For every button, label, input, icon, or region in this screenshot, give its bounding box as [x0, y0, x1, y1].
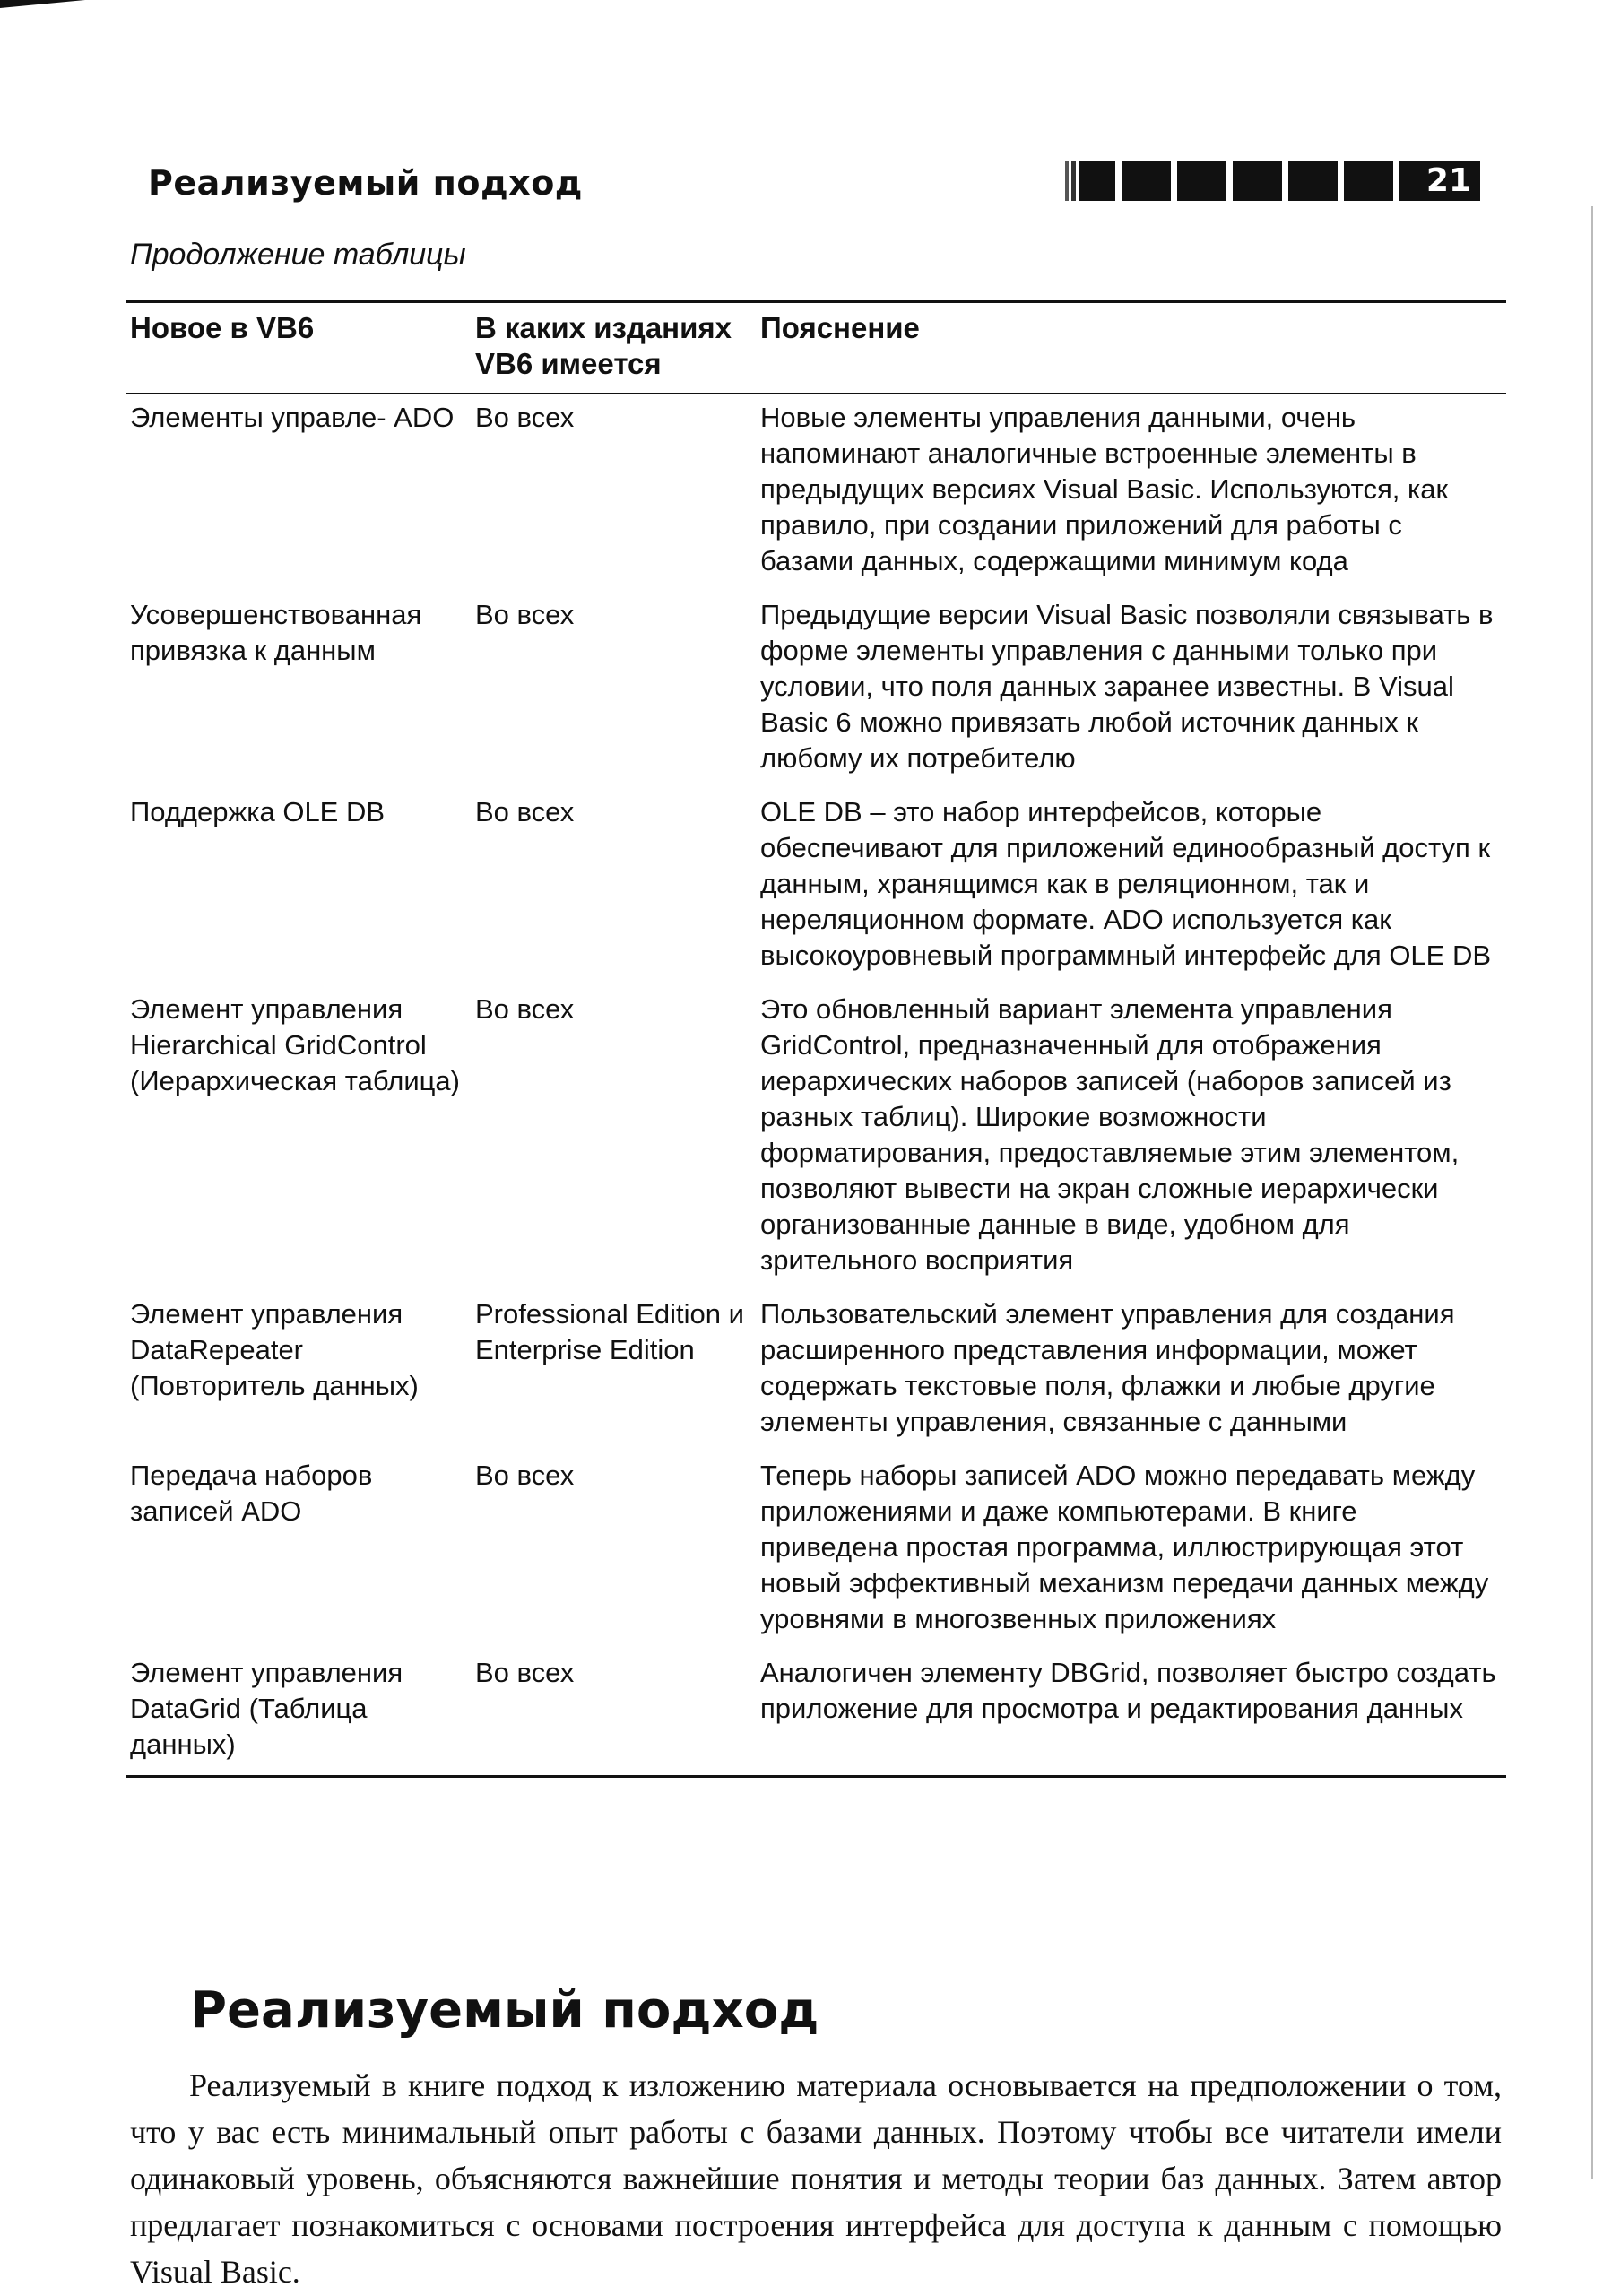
cell-explanation: Аналогичен элементу DBGrid, позволяет быстро создать приложение для просмотра и редактирования данных [760, 1657, 1496, 1724]
body-paragraph: Реализуемый в книге подход к изложению материала основывается на предположении о том, что у вас есть минимальный опыт работы с базами данных. Поэтому чтобы все читатели имели одинаковый уровень, объясняются важнейшие понятия и методы теории баз данных. Затем автор предлагает познакомиться с основами построения интерфейса для доступа к данным с помощью Visual Basic. [130, 2067, 1502, 2290]
cell-feature: Передача наборов записей ADO [130, 1460, 373, 1527]
header-bar [1344, 161, 1393, 201]
features-table [126, 300, 1506, 1778]
table-row [126, 986, 1506, 1291]
table-row [126, 1650, 1506, 1777]
cell-feature: Элемент управления DataRepeater (Повторитель данных) [130, 1298, 419, 1401]
column-header-explanation: Пояснение [760, 311, 920, 344]
header-bar-decoration [1065, 161, 1480, 201]
cell-explanation: OLE DB – это набор интерфейсов, которые обеспечивают для приложений единообразный доступ к данным, хранящимся как в реляционном, так и нереляционном формате. ADO используется как высокоуровневый программный интерфейс для OLE DB [760, 796, 1492, 971]
cell-feature: Усовершенствованная привязка к данным [130, 599, 422, 666]
cell-editions: Во всех [475, 796, 575, 827]
page-edge-line [1591, 206, 1593, 2179]
cell-editions: Во всех [475, 993, 575, 1025]
page-number: 21 [1399, 161, 1480, 201]
running-title: Реализуемый подход [148, 163, 583, 203]
cell-feature: Поддержка OLE DB [130, 796, 386, 827]
section-heading: Реализуемый подход [190, 1981, 819, 2040]
corner-mark [0, 0, 85, 8]
cell-explanation: Предыдущие версии Visual Basic позволяли связывать в форме элементы управления с данными только при условии, что поля данных заранее известны. В Visual Basic 6 можно привязать любой источник данных к любому их потребителю [760, 599, 1494, 774]
cell-explanation: Это обновленный вариант элемента управления GridControl, предназначенный для отображения иерархических наборов записей (наборов записей из разных таблиц). Широкие возможности форматирования, предоставляемые этим элементом, позволяют вывести на экран сложные иерархически организованные данные в виде, удобном для зрительного восприятия [760, 993, 1460, 1276]
cell-feature: Элемент управления Hierarchical GridControl (Иерархическая таблица) [130, 993, 460, 1096]
cell-explanation: Теперь наборы записей ADO можно передавать между приложениями и даже компьютерами. В книге приведена простая программа, иллюстрирующая этот новый эффективный механизм передачи данных между уровнями в многозвенных приложениях [760, 1460, 1489, 1634]
table-caption: Продолжение таблицы [130, 238, 466, 272]
header-bar [1233, 161, 1282, 201]
cell-editions: Во всех [475, 1460, 575, 1491]
table-row [126, 394, 1506, 592]
table-row [126, 789, 1506, 986]
header-bar [1288, 161, 1338, 201]
header-bar [1079, 161, 1115, 201]
cell-explanation: Пользовательский элемент управления для создания расширенного представления информации, может содержать текстовые поля, флажки и любые другие элементы управления, связанные с данными [760, 1298, 1455, 1437]
column-header-editions: В каких изданиях VB6 имеется [475, 311, 732, 380]
cell-editions: Во всех [475, 1657, 575, 1688]
cell-feature: Элементы управле- ADO [130, 402, 455, 433]
header-bar [1122, 161, 1171, 201]
table-row [126, 1291, 1506, 1452]
cell-editions: Во всех [475, 599, 575, 630]
table-row [126, 592, 1506, 789]
table-header-row [126, 302, 1506, 394]
cell-explanation: Новые элементы управления данными, очень напоминают аналогичные встроенные элементы в предыдущих версиях Visual Basic. Используются, как правило, при создании приложений для работы с базами данных, содержащими минимум кода [760, 402, 1449, 576]
header-bar [1065, 161, 1069, 201]
header-bar [1071, 161, 1076, 201]
table-row [126, 1452, 1506, 1650]
cell-editions: Во всех [475, 402, 575, 433]
cell-feature: Элемент управления DataGrid (Таблица данных) [130, 1657, 403, 1760]
cell-editions: Professional Edition и Enterprise Edition [475, 1298, 744, 1365]
page-header [130, 154, 1502, 208]
header-bar [1177, 161, 1226, 201]
column-header-new: Новое в VB6 [130, 311, 315, 344]
